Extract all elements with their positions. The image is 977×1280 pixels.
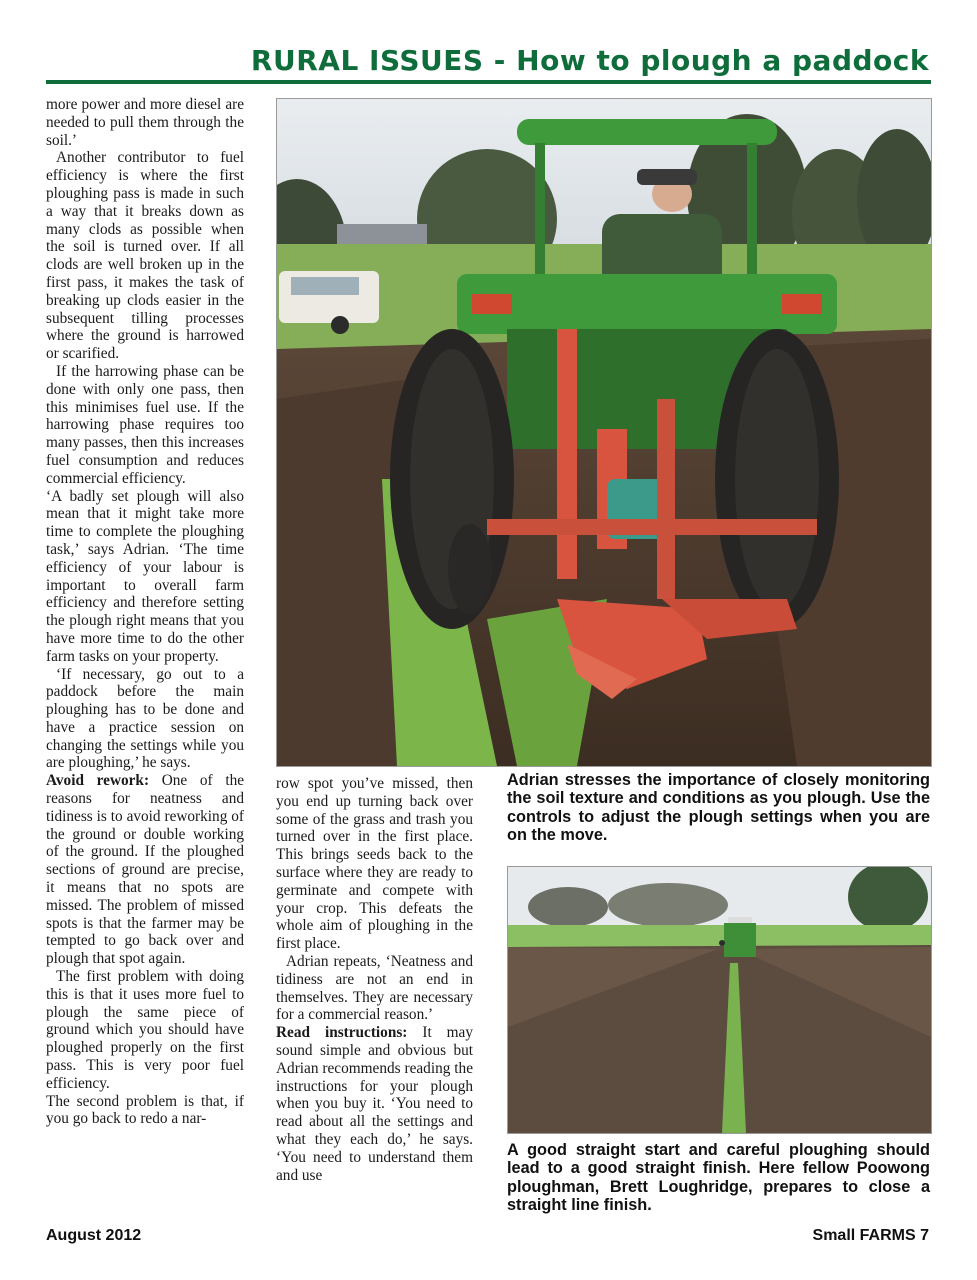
paragraph-text: It may sound simple and obvious but Adrian recommends reading the instructions for your plough when you buy it. ‘You need to read about all the settings and what they each do,’ he says. ‘You need to understand them and use (276, 1024, 473, 1184)
footer-issue-date: August 2012 (46, 1227, 142, 1244)
photo-tractor-ploughing (276, 98, 932, 767)
photo-straight-finish (507, 866, 932, 1134)
paragraph: Adrian repeats, ‘Neatness and tidiness are not an end in themselves. They are necessary for a commercial reason.’ (276, 952, 473, 1024)
article-column-2 (276, 775, 473, 1184)
subheading-avoid-rework: Avoid rework: (46, 772, 150, 790)
paragraph: ‘A badly set plough will also mean that it might take more time to complete the ploughing task,’ says Adrian. ‘The time efficiency of your labour is important to overall farm efficiency and therefore setting the plough right means that you have more time to do the other farm tasks on your property. (46, 487, 244, 665)
paragraph (276, 1024, 473, 1184)
header-rule (46, 80, 931, 84)
paragraph: row spot you’ve missed, then you end up turning back over some of the grass and trash you turned over in the first place. This brings seeds back to the surface where they are ready to germinate and compete with your crop. This defeats the whole aim of ploughing in the first place. (276, 775, 473, 953)
subheading-read-instructions: Read instructions: (276, 1024, 408, 1042)
paragraph: The second problem is that, if you go back to redo a nar- (46, 1092, 244, 1128)
photo-caption-main: Adrian stresses the importance of closely monitoring the soil texture and conditions as you plough. Use the controls to adjust the plough settings when you are on the move. (507, 771, 930, 845)
paragraph: The first problem with doing this is that it uses more fuel to plough the same piece of ground which you should have ploughed properly on the first pass. This is very poor fuel efficiency. (46, 968, 244, 1092)
paragraph: Another contributor to fuel efficiency is where the first ploughing pass is made in such a way that it breaks down as many clods as possible when the soil is turned over. If all clods are well broken up in the first pass, it makes the task of breaking up clods easier in the subsequent tilling processes where the ground is harrowed or scarified. (46, 149, 244, 363)
paragraph: If the harrowing phase can be done with only one pass, then this minimises fuel use. If the harrowing phase requires too many passes, then this increases fuel consumption and reduces commercial efficiency. (46, 362, 244, 487)
paragraph: more power and more diesel are needed to pull them through the soil.’ (46, 96, 244, 149)
photo-caption-second: A good straight start and careful ploughing should lead to a good straight finish. Here fellow Poowong ploughman, Brett Loughridge, prepares to close a straight line finish. (507, 1141, 930, 1215)
page-header-title: RURAL ISSUES - How to plough a paddock (250, 44, 929, 77)
paragraph-text: One of the reasons for neatness and tidiness is to avoid reworking of the ground or double working of the ground. If the ploughed sections of ground are precise, it means that no spots are missed. The problem of missed spots is that the farmer may be tempted to go back over and plough that spot again. (46, 772, 245, 968)
footer-page-number: Small FARMS 7 (812, 1227, 929, 1244)
paragraph (46, 772, 244, 968)
paragraph: ‘If necessary, go out to a paddock before the main ploughing has to be done and have a practice session on changing the settings while you are ploughing,’ he says. (46, 665, 244, 772)
article-column-1 (46, 96, 244, 1128)
